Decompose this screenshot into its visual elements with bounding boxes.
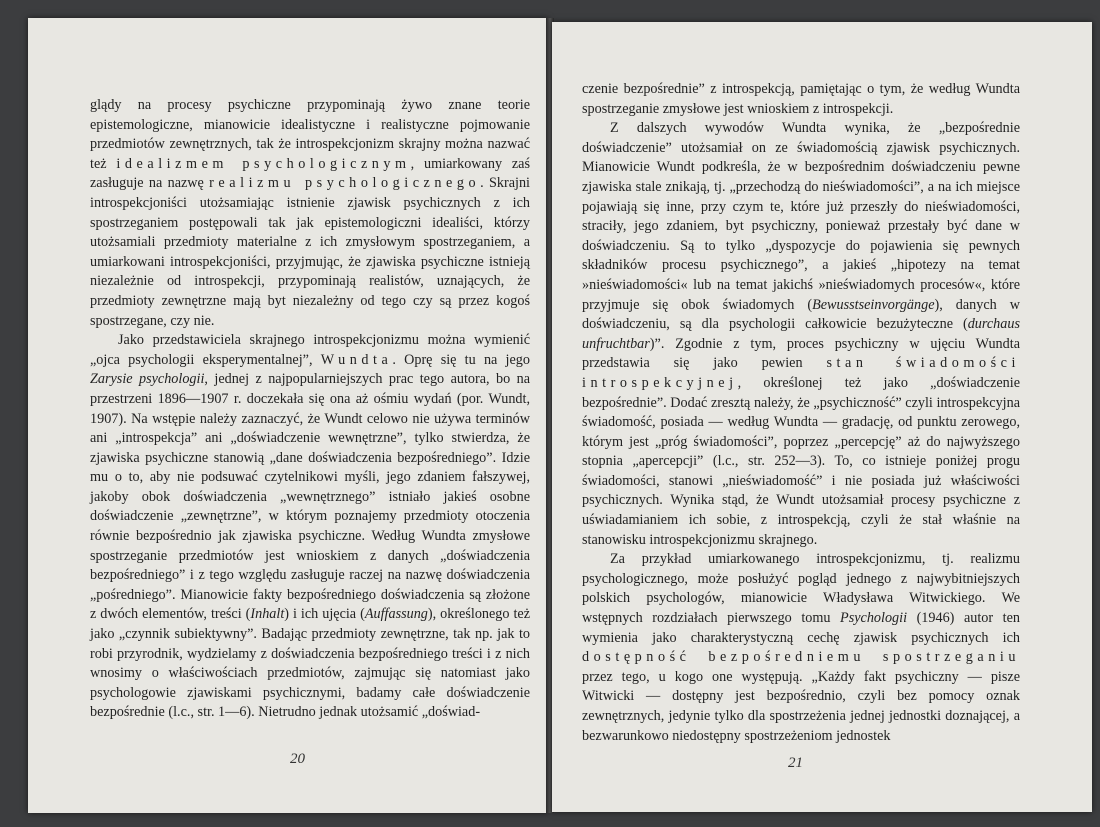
- italic-term: Bewusstseinvorgänge: [812, 296, 935, 313]
- text-run: czenie bezpośrednie” z introspekcją, pamiętając o tym, że według Wundta spostrzeganie zmysłowe jest wnioskiem z introspekcji.: [582, 81, 1020, 117]
- spaced-term: dostępność bezpośredniemu spostrzeganiu: [582, 649, 1020, 666]
- spaced-term: idealizmem psychologicznym: [116, 155, 411, 172]
- text-run: ), określonego też jako „czynnik subiektywny”. Badając przedmioty zewnętrzne, tak np. jak to robi przyrodnik, wydzielamy z doświadczenia bezpośredniego treści i z nich wnosimy o właściwościach przedmiotów, zajmując się natomiast jako psychologowie zjawiskami psychicznymi, badamy całe doświadczenie bezpośrednie (l.c., str. 1—6). Nietrudno jednak utożsamić „doświad-: [90, 606, 531, 721]
- page-number: 20: [290, 751, 305, 767]
- text-run: ), danych w doświadczeniu, są dla psychologii całkowicie bezużyteczne (: [582, 296, 1020, 333]
- left-page-text: [90, 96, 530, 723]
- text-run: ) i ich ujęcia (: [284, 606, 365, 623]
- text-run: glądy na procesy psychiczne przypominają żywo znane teorie epistemologiczne, mianowicie idealistyczne i realistyczne pojmowanie przedmiotów zewnętrznych, tak że introspekcjonizm skrajny można nazwać też: [90, 97, 530, 172]
- spaced-term: stan świadomości introspekcyjnej: [582, 355, 1020, 391]
- spaced-term: realizmu psychologicznego: [209, 175, 481, 192]
- italic-term: durchaus unfruchtbar: [582, 316, 1020, 352]
- text-run: Jako przedstawiciela skrajnego introspekcjonizmu można wymienić „ojca psychologii eksperymentalnej”,: [90, 332, 530, 368]
- text-run: , umiarkowany zaś zasługuje na nazwę: [90, 155, 530, 192]
- text-run: Z dalszych wywodów Wundta wynika, że „bezpośrednie doświadczenie” utożsamiał on ze świadomością zjawisk psychicznych. Mianowicie Wundt podkreśla, że w bezpośrednim doświadczeniu pewne zjawiska stale znikają, tj. „przechodzą do nieświadomości”, a na ich miejsce pojawiają się inne, przy czym te, które już przeszły do nieświadomości, straciły, jego zdaniem, byt psychiczny, ponieważ przestały być dane w doświadczeniu. Są to tylko „dyspozycje do pojawienia się pewnych składników procesu psychicznego”, a jakieś „hipotezy na temat »nieświadomości« lub na temat jakichś »nieświadomych procesów«, które przyjmuje się obok świadomych (: [582, 120, 1020, 313]
- page-number: 21: [788, 755, 803, 771]
- spaced-term: Wundta: [320, 351, 393, 368]
- text-run: , określonej też jako „doświadczenie bezpośrednie”. Dodać zresztą należy, że „psychiczność” czyli introspekcyjna świadomość, posiada — według Wundta — gradację, od punktu zerowego, którym jest „próg świadomości”, poprzez „percepcję” aż do najwyższego stopnia „apercepcji” (l.c., str. 252—3). To, co istnieje poniżej progu świadomości, stanowi „nieświadomość” i nie posiada już właściwości psychicznych. Wynika stąd, że Wundt utożsamiał procesy psychiczne z uświadamianiem ich sobie, z introspekcją, czyli że stał właśnie na stanowisku introspekcjonizmu skrajnego.: [582, 374, 1020, 548]
- italic-title: Zarysie psychologii: [90, 371, 205, 388]
- text-run: (1946) autor ten wymienia jako charakterystyczną cechę zjawisk psychicznych ich: [582, 610, 1020, 646]
- left-page: [28, 18, 548, 813]
- italic-term: Auffassung: [364, 606, 428, 623]
- italic-term: Inhalt: [250, 606, 285, 623]
- text-run: . Skrajni introspekcjoniści utożsamiając istnienie zjawisk psychicznych z ich spostrzeganiem postępowali tak jak epistemologiczni idealiści, którzy utożsamiali przedmioty materialne z ich zmysłowym spostrzeganiem, a umiarkowani introspekcjoniści, przyjmując, że zjawiska psychiczne istnieją niezależnie od introspekcji, przypominają realistów, uznających, że przedmioty zewnętrzne mają byt niezależny od tego czy są przez kogoś spostrzegane, czy nie.: [90, 175, 530, 329]
- text-run: )”. Zgodnie z tym, proces psychiczny w ujęciu Wundta przedstawia się jako pewien: [582, 335, 1020, 372]
- left-paragraph-2: [90, 331, 530, 723]
- text-run: , jednej z najpopularniejszych prac tego autora, bo na przestrzeni 1896—1907 r. doczekała się ona aż ośmiu wydań (por. Wundt, 1907). Na wstępie należy zaznaczyć, że Wundt celowo nie używa terminów ani „introspekcja” ani „doświadczenie wewnętrzne”, tylko stwierdza, że zjawiska psychiczne stanowią „dane doświadczenia bezpośredniego”. Idzie mu o to, aby nie podsuwać czytelnikowi myśli, jego zdaniem fałszywej, jakoby obok doświadczenia „wewnętrznego” istniało jakieś osobne doświadczenie „zewnętrzne”, w którym poznajemy przedmioty otoczenia równie bezpośrednio jak zjawiska psychiczne. Według Wundta zmysłowe spostrzeganie przedmiotów jest wnioskiem z danych „doświadczenia bezpośredniego” i z tego względu zasługuje raczej na nazwę doświadczenia „pośredniego”. Mianowicie fakty bezpośredniego doświadczenia są złożone z dwóch elementów, treści (: [90, 371, 530, 623]
- text-run: . Oprę się tu na jego: [392, 351, 530, 368]
- right-page: [552, 22, 1092, 812]
- left-paragraph-1: [90, 96, 530, 331]
- right-paragraph-3: [582, 550, 1020, 746]
- italic-title: Psychologii: [840, 610, 908, 627]
- text-run: Za przykład umiarkowanego introspekcjonizmu, tj. realizmu psychologicznego, może posłużyć pogląd jednego z najwybitniejszych polskich psychologów, mianowicie Władysława Witwickiego. We wstępnych rozdziałach pierwszego tomu: [582, 551, 1020, 627]
- text-run: przez tego, u kogo one występują. „Każdy fakt psychiczny — pisze Witwicki — dostępny jest bezpośrednio, czyli bez pomocy oznak zewnętrznych, jedynie tylko dla spostrzeżenia jednej jednostki doznającej, a bezwarunkowo niedostępny spostrzeżeniom jednostek: [582, 668, 1020, 744]
- right-paragraph-1: [582, 80, 1020, 119]
- right-paragraph-2: [582, 119, 1020, 550]
- right-page-text: [582, 80, 1020, 746]
